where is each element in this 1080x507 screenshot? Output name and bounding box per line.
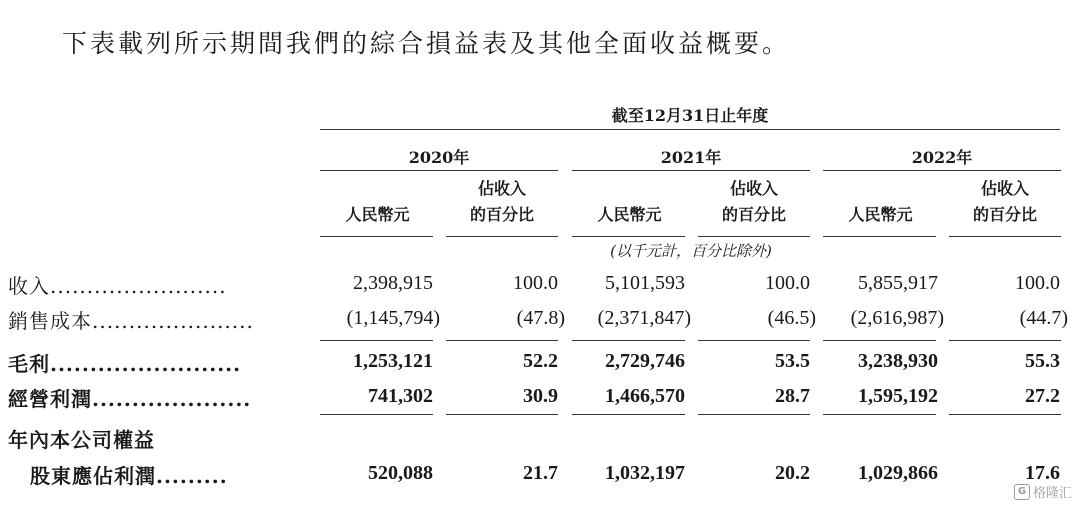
row-label: 年內本公司權益 (8, 428, 155, 452)
year-rule-2022 (823, 170, 1061, 171)
cell-2021-pct: 28.7 (775, 385, 810, 407)
table-row-gross-profit (0, 348, 1080, 384)
cell-2022-pct: 100.0 (1015, 272, 1060, 294)
subtotal-rule-amount-2022 (823, 340, 936, 341)
year-2022-header: 2022年 (911, 148, 973, 167)
opprofit-rule-amount-2021 (572, 414, 685, 415)
table-row-revenue (0, 270, 1080, 306)
cell-2020-pct: (47.8) (516, 307, 565, 329)
subtotal-rule-pct-2020 (446, 340, 558, 341)
cell-2020-amount: 2,398,915 (353, 272, 433, 294)
row-label: 股東應佔利潤......... (30, 464, 228, 488)
opprofit-rule-amount-2022 (823, 414, 936, 415)
col-rule-pct-2022 (949, 236, 1061, 237)
year-2020-header: 2020年 (408, 148, 470, 167)
cell-2020-pct: 100.0 (513, 272, 558, 294)
col-amount-2020: 人民幣元 (345, 205, 410, 224)
subtotal-rule-amount-2021 (572, 340, 685, 341)
col-rule-pct-2021 (698, 236, 810, 237)
subtotal-rule-amount-2020 (320, 340, 433, 341)
cell-2022-amount: (2,616,987) (850, 307, 944, 329)
col-pct-2020: 佔收入 的百分比 (469, 179, 534, 224)
cell-2021-pct: 20.2 (775, 462, 810, 484)
cell-2022-pct: 17.6 (1025, 462, 1060, 484)
period-header: 截至12月31日止年度 (611, 106, 769, 125)
col-rule-amount-2022 (823, 236, 936, 237)
year-rule-2021 (572, 170, 810, 171)
cell-2022-pct: 27.2 (1025, 385, 1060, 407)
cell-2020-pct: 30.9 (523, 385, 558, 407)
col-amount-2022: 人民幣元 (848, 205, 913, 224)
year-rule-2020 (320, 170, 558, 171)
cell-2021-amount: 1,032,197 (605, 462, 685, 484)
row-label: 銷售成本...................... (8, 309, 254, 333)
col-amount-2021: 人民幣元 (597, 205, 662, 224)
header-rule-top (320, 129, 1060, 130)
cell-2021-pct: (46.5) (767, 307, 816, 329)
cell-2020-pct: 21.7 (523, 462, 558, 484)
table-row-profit-attributable (0, 460, 1080, 496)
cell-2020-amount: 520,088 (368, 462, 433, 484)
cell-2021-amount: 2,729,746 (605, 350, 685, 372)
opprofit-rule-pct-2020 (446, 414, 558, 415)
cell-2022-amount: 1,029,866 (858, 462, 938, 484)
unit-note: (以千元計，百分比除外) (610, 242, 772, 260)
row-label: 經營利潤.................... (8, 387, 252, 411)
col-rule-pct-2020 (446, 236, 558, 237)
table-row-cost-of-sales (0, 305, 1080, 341)
cell-2020-pct: 52.2 (523, 350, 558, 372)
cell-2021-pct: 100.0 (765, 272, 810, 294)
opprofit-rule-pct-2021 (698, 414, 810, 415)
col-rule-amount-2021 (572, 236, 685, 237)
cell-2021-amount: (2,371,847) (597, 307, 691, 329)
table-row-profit-attributable-heading (0, 424, 1080, 460)
cell-2022-amount: 3,238,930 (858, 350, 938, 372)
opprofit-rule-pct-2022 (949, 414, 1061, 415)
col-pct-2022: 佔收入 的百分比 (972, 179, 1037, 224)
cell-2021-amount: 1,466,570 (605, 385, 685, 407)
col-rule-amount-2020 (320, 236, 433, 237)
cell-2020-amount: 1,253,121 (353, 350, 433, 372)
watermark-text: 格隆汇 (1032, 486, 1072, 501)
cell-2022-pct: 55.3 (1025, 350, 1060, 372)
cell-2022-amount: 1,595,192 (858, 385, 938, 407)
cell-2022-amount: 5,855,917 (858, 272, 938, 294)
row-label: 收入........................ (8, 274, 227, 298)
subtotal-rule-pct-2021 (698, 340, 810, 341)
subtotal-rule-pct-2022 (949, 340, 1061, 341)
cell-2021-pct: 53.5 (775, 350, 810, 372)
cell-2022-pct: (44.7) (1019, 307, 1068, 329)
opprofit-rule-amount-2020 (320, 414, 433, 415)
g-logo-icon: G (1014, 484, 1030, 500)
cell-2020-amount: (1,145,794) (346, 307, 440, 329)
watermark (1014, 482, 1072, 501)
row-label: 毛利........................ (8, 352, 242, 376)
year-2021-header: 2021年 (660, 148, 722, 167)
cell-2020-amount: 741,302 (368, 385, 433, 407)
cell-2021-amount: 5,101,593 (605, 272, 685, 294)
intro-text: 下表載列所示期間我們的綜合損益表及其他全面收益概要。 (62, 29, 791, 58)
col-pct-2021: 佔收入 的百分比 (721, 179, 786, 224)
